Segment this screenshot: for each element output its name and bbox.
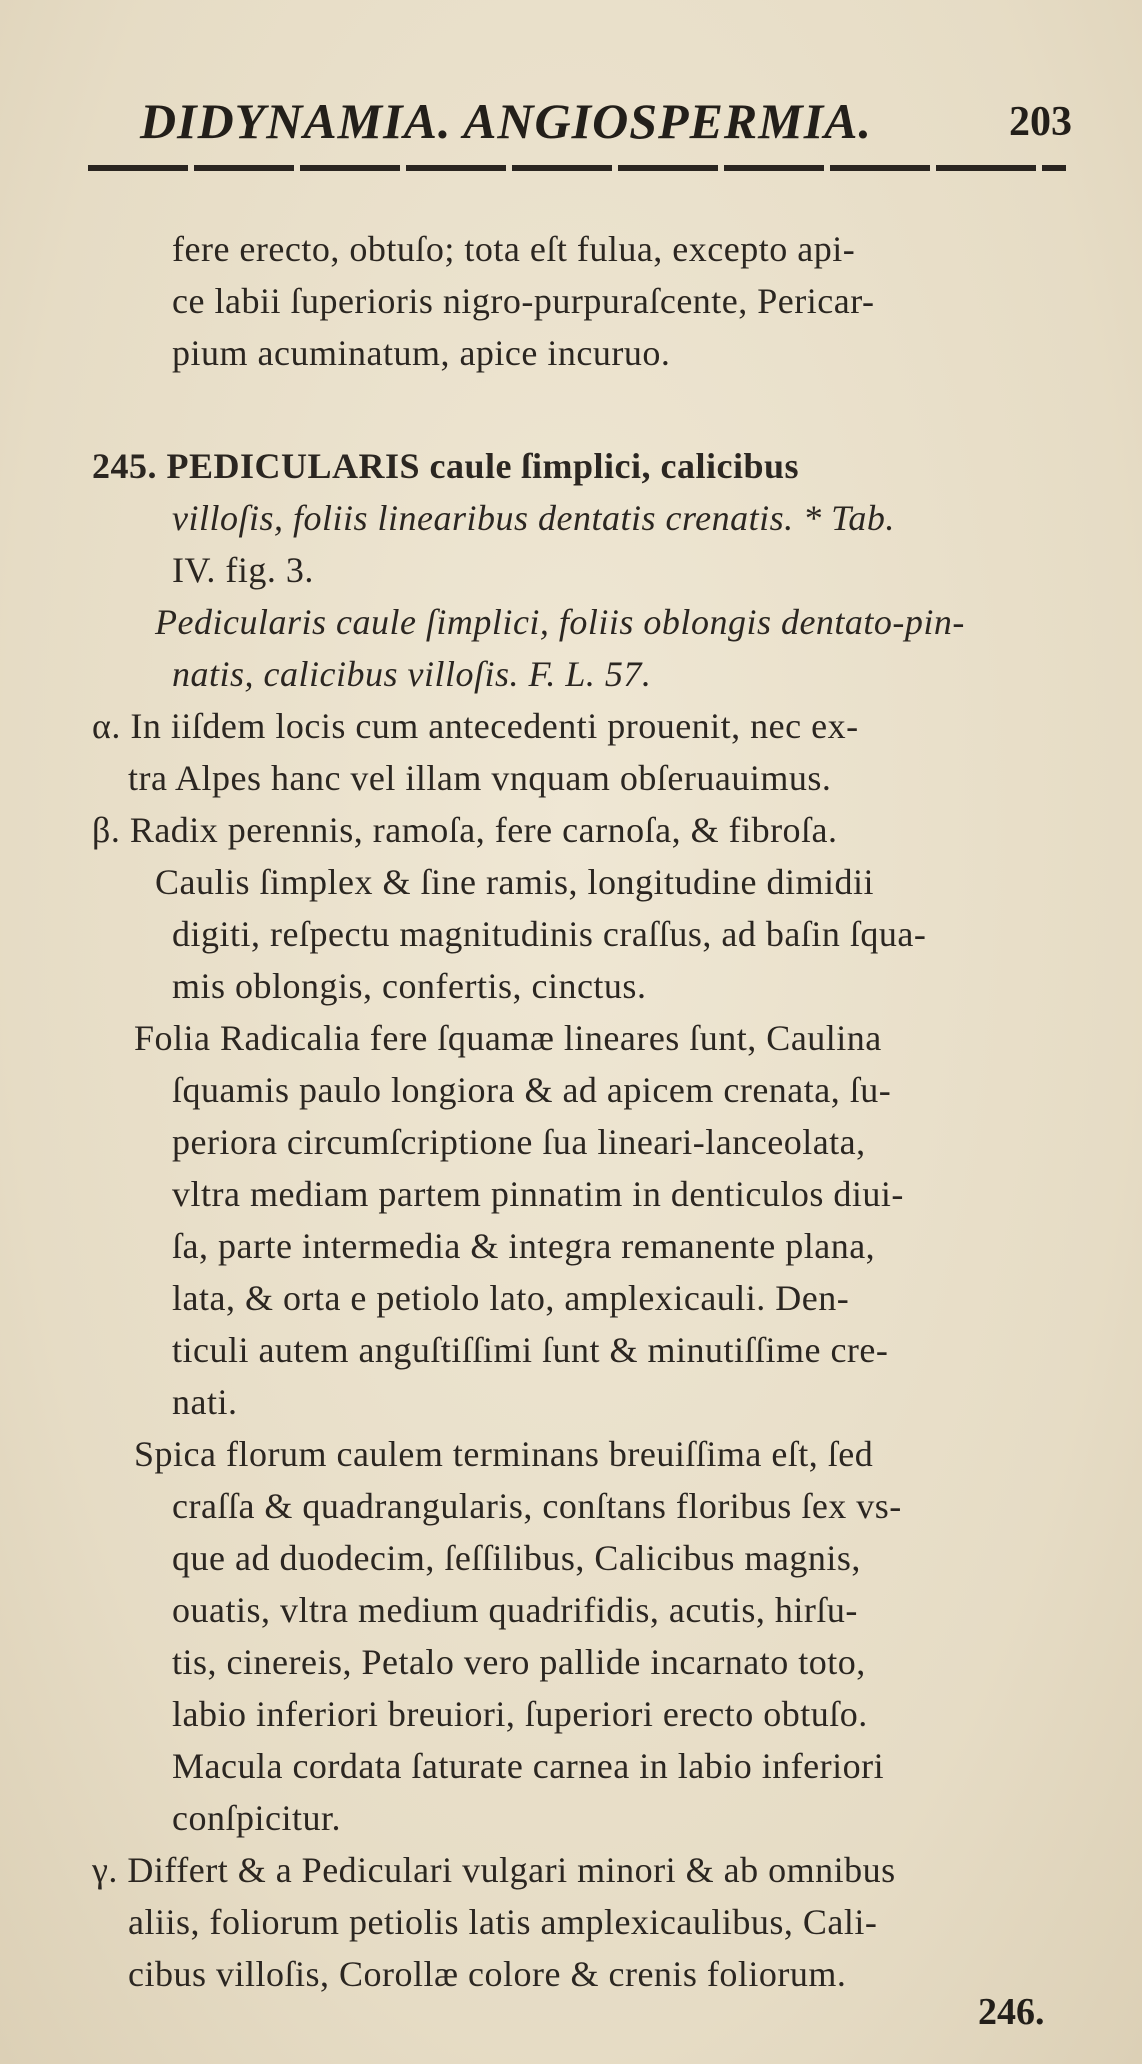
- text-line: lata, & orta e petiolo lato, amplexicauli. Den-: [172, 1278, 850, 1318]
- species-heading: 245. PEDICULARIS caule ſimplici, calicibus: [92, 446, 800, 486]
- text-line: digiti, reſpectu magnitudinis craſſus, ad baſin ſqua-: [172, 914, 927, 954]
- text-line: craſſa & quadrangularis, conſtans floribus ſex vs-: [172, 1486, 902, 1526]
- text-line: Macula cordata ſaturate carnea in labio inferiori: [172, 1746, 885, 1786]
- header-rule: [88, 165, 1066, 171]
- text-line: conſpicitur.: [172, 1798, 341, 1838]
- text-line: ce labii ſuperioris nigro-purpuraſcente, Pericar-: [172, 281, 875, 321]
- text-line: Folia Radicalia fere ſquamæ lineares ſunt, Caulina: [134, 1018, 882, 1058]
- text-line: α. In iiſdem locis cum antecedenti prouenit, nec ex-: [92, 706, 859, 746]
- text-line: labio inferiori breuiori, ſuperiori erecto obtuſo.: [172, 1694, 868, 1734]
- text-line: ſa, parte intermedia & integra remanente plana,: [172, 1226, 876, 1266]
- running-title: DIDYNAMIA. ANGIOSPERMIA.: [140, 93, 873, 149]
- page-number: 203: [1009, 99, 1072, 145]
- text-line: β. Radix perennis, ramoſa, fere carnoſa, & fibroſa.: [92, 810, 838, 850]
- text-line: pium acuminatum, apice incuruo.: [172, 333, 671, 373]
- text-line: Spica florum caulem terminans breuiſſima eſt, ſed: [134, 1434, 874, 1474]
- text-line: que ad duodecim, ſeſſilibus, Calicibus magnis,: [172, 1538, 861, 1578]
- text-line: Caulis ſimplex & ſine ramis, longitudine dimidii: [155, 862, 874, 902]
- text-line: aliis, foliorum petiolis latis amplexicaulibus, Cali-: [128, 1902, 878, 1942]
- text-line: tis, cinereis, Petalo vero pallide incarnato toto,: [172, 1642, 866, 1682]
- text-line: natis, calicibus villoſis. F. L. 57.: [172, 654, 652, 694]
- text-line: γ. Differt & a Pediculari vulgari minori & ab omnibus: [92, 1850, 896, 1890]
- text-line: tra Alpes hanc vel illam vnquam obſeruauimus.: [128, 758, 832, 798]
- text-line: periora circumſcriptione ſua lineari-lanceolata,: [172, 1122, 866, 1162]
- text-line: nati.: [172, 1382, 238, 1422]
- text-line: mis oblongis, confertis, cinctus.: [172, 966, 647, 1006]
- text-line: IV. fig. 3.: [172, 550, 314, 590]
- text-line: ſquamis paulo longiora & ad apicem crenata, ſu-: [172, 1070, 892, 1110]
- text-line: vltra mediam partem pinnatim in denticulos diui-: [172, 1174, 904, 1214]
- page-header: [140, 92, 1080, 152]
- synonym-line: Pedicularis caule ſimplici, foliis oblongis dentato-pin-: [155, 602, 965, 642]
- text-line: villoſis, foliis linearibus dentatis crenatis. * Tab.: [172, 498, 895, 538]
- catchword: 246.: [978, 1991, 1045, 2033]
- text-line: fere erecto, obtuſo; tota eſt fulua, excepto api-: [172, 229, 856, 269]
- text-line: cibus villoſis, Corollæ colore & crenis foliorum.: [128, 1954, 847, 1994]
- text-line: ouatis, vltra medium quadrifidis, acutis, hirſu-: [172, 1590, 858, 1630]
- text-line: ticuli autem anguſtiſſimi ſunt & minutiſſime cre-: [172, 1330, 889, 1370]
